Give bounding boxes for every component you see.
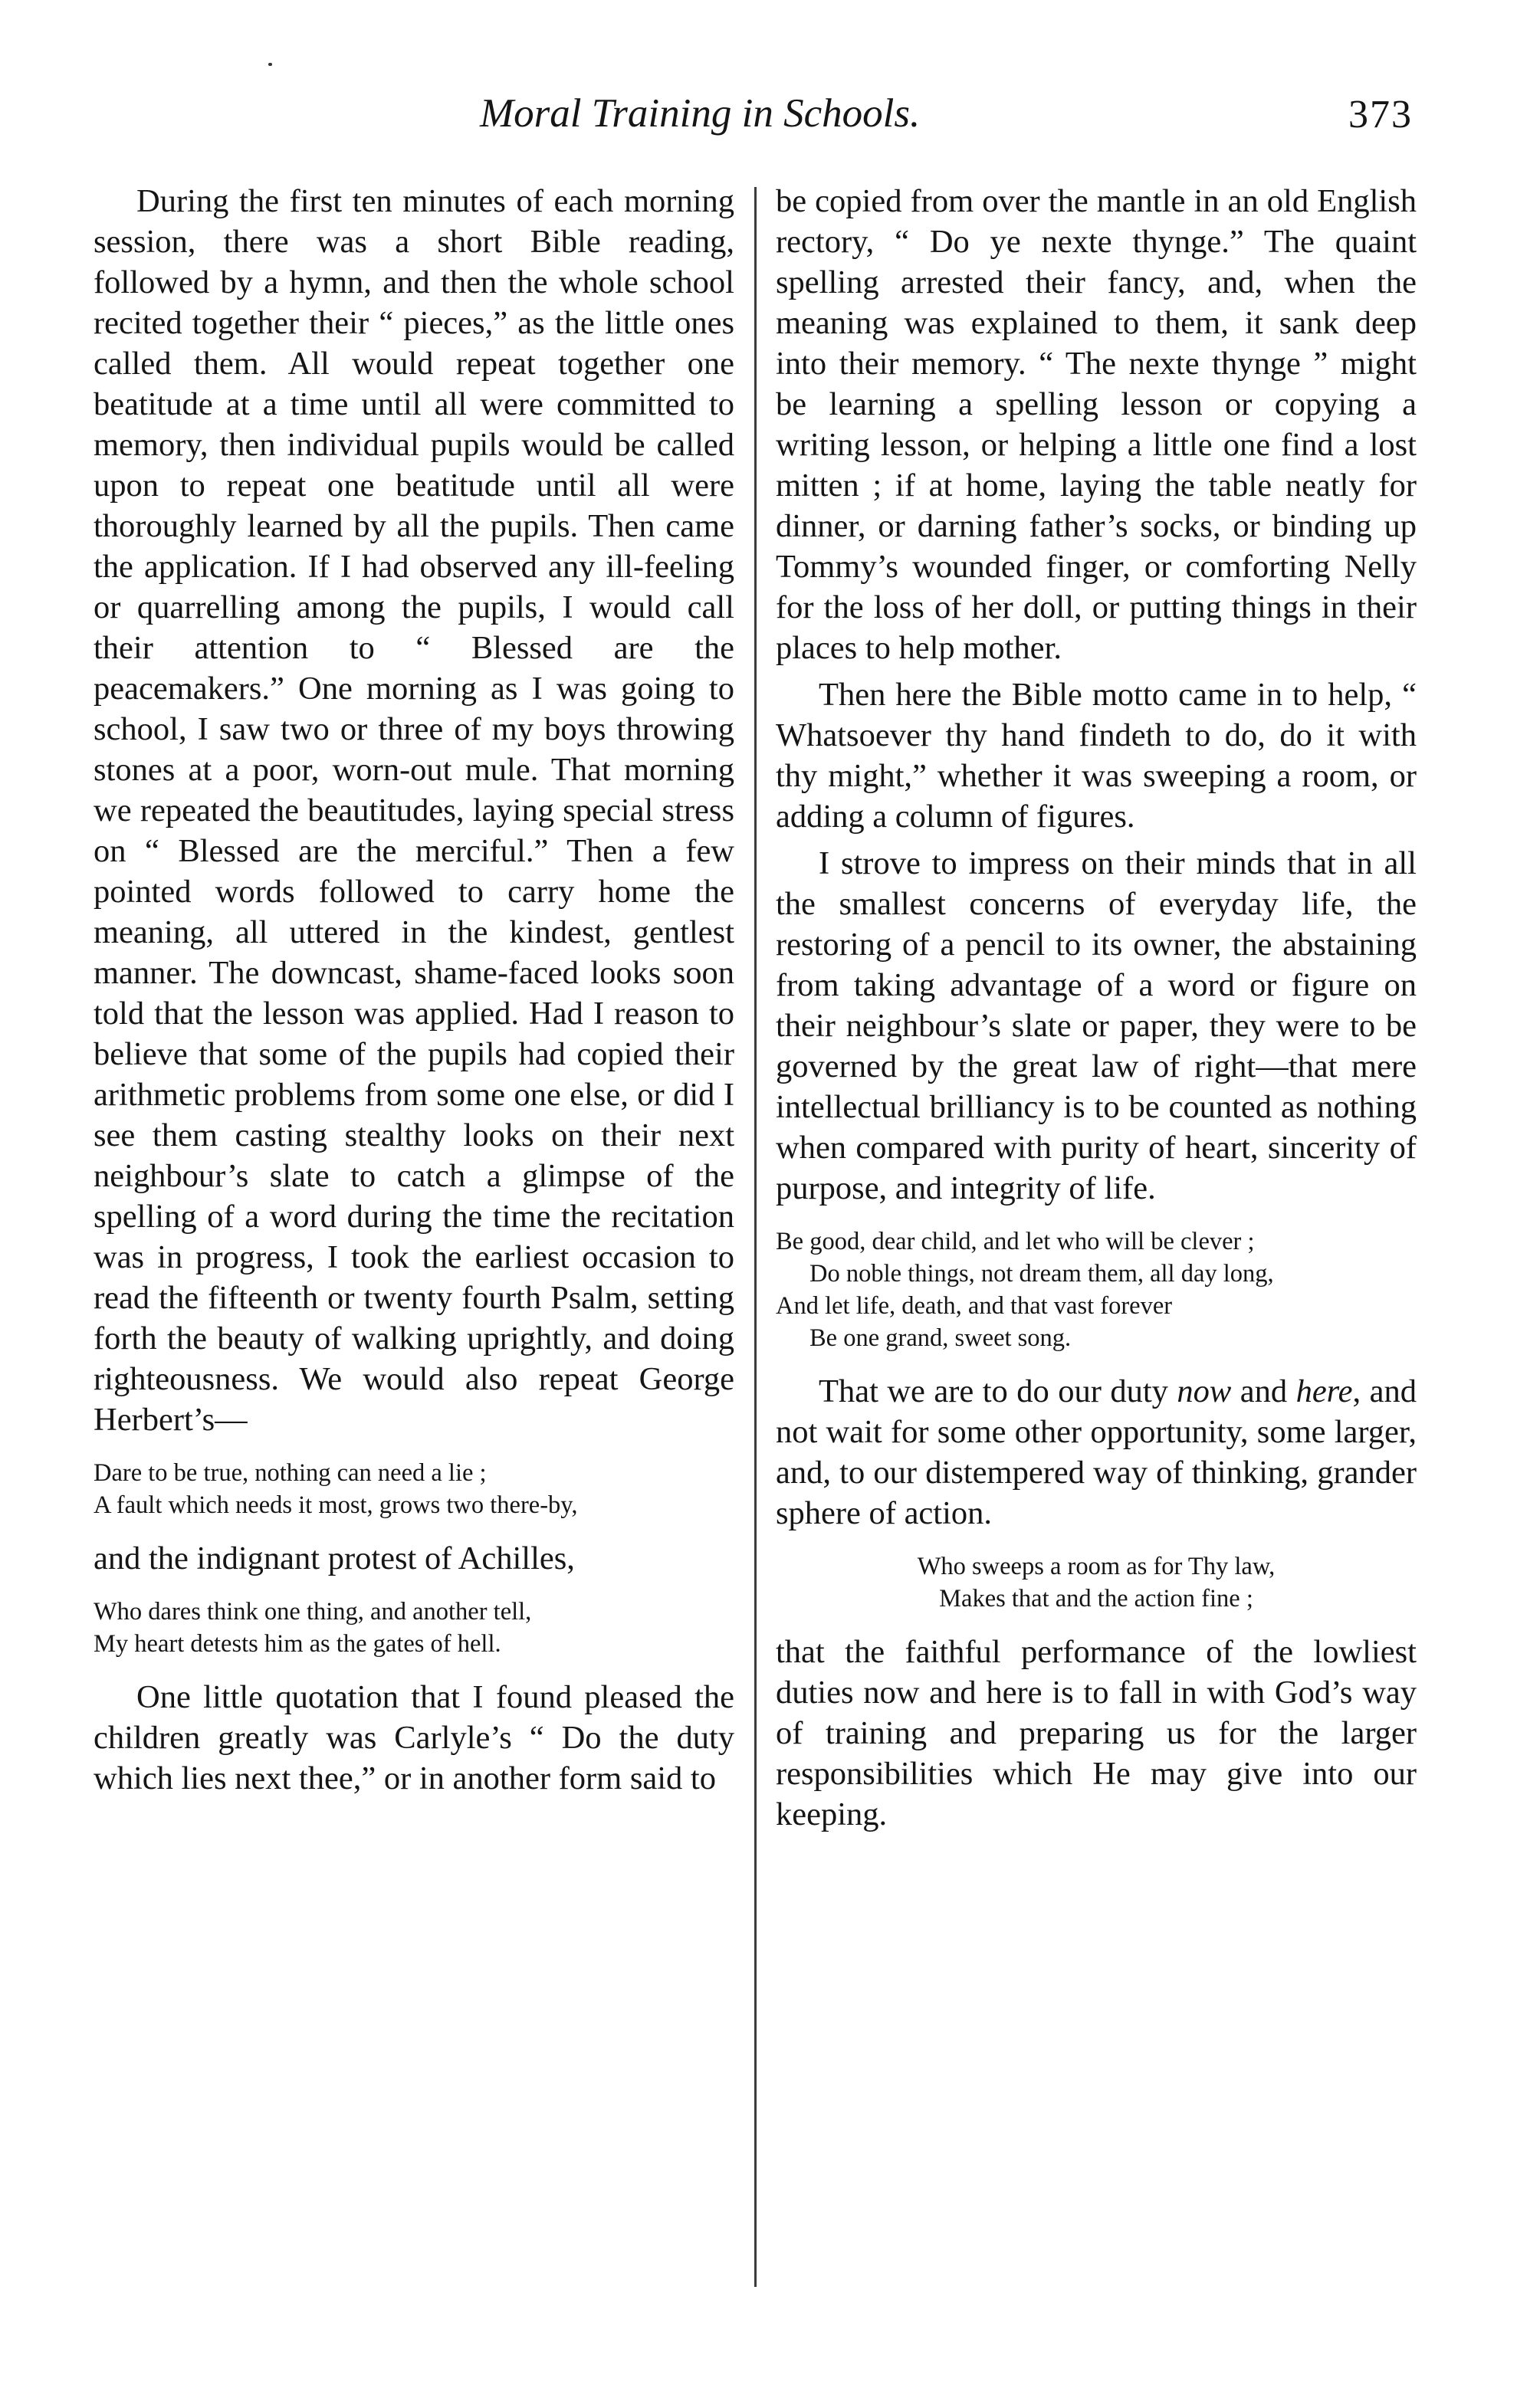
text-run: and	[1231, 1373, 1296, 1409]
verse-quotation	[94, 1596, 734, 1660]
paragraph: During the first ten minutes of each morning session, there was a short Bible reading, followed by a hymn, and then the whole school recited together their “ pieces,” as the little ones called them. All would repeat together one beatitude at a time until all were committed to memory, then individual pupils would be called upon to repeat one beatitude until all were thoroughly learned by all the pupils. Then came the application. If I had observed any ill-feeling or quarrelling among the pupils, I would call their attention to “ Blessed are the peacemakers.” One morning as I was going to school, I saw two or three of my boys throwing stones at a poor, worn-out mule. That morning we repeated the beautitudes, laying special stress on “ Blessed are the merciful.” Then a few pointed words followed to carry home the meaning, all uttered in the kindest, gentlest manner. The downcast, shame-faced looks soon told that the lesson was applied. Had I reason to believe that some of the pupils had copied their arithmetic problems from some one else, or did I see them casting stealthy looks on their next neighbour’s slate to catch a glimpse of the spelling of a word during the time the recitation was in progress, I took the earliest occasion to read the fifteenth or twenty fourth Psalm, setting forth the beauty of walking uprightly, and doing righteousness. We would also repeat George Herbert’s—	[94, 183, 734, 1438]
paragraph: One little quotation that I found pleased the children greatly was Carlyle’s “ Do the duty which lies next thee,” or in another form said to	[94, 1679, 734, 1796]
paragraph: Then here the Bible motto came in to help, “ Whatsoever thy hand findeth to do, do it with thy might,” whether it was sweeping a room, or adding a column of figures.	[776, 677, 1417, 835]
text-run: , and not wait for some other opportunity, some larger, and, to our distempered way of thinking, grander sphere of action.	[776, 1373, 1417, 1531]
verse-line: Who sweeps a room as for Thy law,	[917, 1553, 1276, 1580]
verse-line: Be good, dear child, and let who will be clever ;	[776, 1228, 1255, 1255]
verse-line: A fault which needs it most, grows two there-by,	[94, 1491, 578, 1519]
verse-line: Do noble things, not dream them, all day long,	[809, 1260, 1274, 1288]
verse-quotation	[776, 1225, 1417, 1354]
paragraph: and the indignant protest of Achilles,	[94, 1540, 575, 1576]
paragraph: be copied from over the mantle in an old English rectory, “ Do ye nexte thynge.” The quaint spelling arrested their fancy, and, when the meaning was explained to them, it sank deep into their memory. “ The nexte thynge ” might be learning a spelling lesson or copying a writing lesson, or helping a little one find a lost mitten ; if at home, laying the table neatly for dinner, or darning father’s socks, or binding up Tommy’s wounded finger, or comforting Nelly for the loss of her doll, or putting things in their places to help mother.	[776, 183, 1417, 666]
verse-line: Dare to be true, nothing can need a lie ;	[94, 1459, 487, 1487]
verse-line: And let life, death, and that vast forever	[776, 1292, 1173, 1320]
verse-quotation	[776, 1550, 1417, 1615]
verse-quotation	[94, 1457, 734, 1521]
text-run: That we are to do our duty	[819, 1373, 1177, 1409]
right-column	[776, 181, 1417, 1835]
page-number: 373	[1348, 93, 1413, 136]
left-column	[94, 181, 734, 1799]
verse-line: My heart detests him as the gates of hell.	[94, 1630, 501, 1658]
verse-line: Be one grand, sweet song.	[809, 1324, 1072, 1352]
verse-line: Who dares think one thing, and another tell,	[94, 1598, 532, 1626]
paragraph: that the faithful performance of the lowliest duties now and here is to fall in with God’s way of training and preparing us for the larger responsibilities which He may give into our keeping.	[776, 1634, 1417, 1832]
emphasis-here: here	[1295, 1373, 1353, 1409]
emphasis-now: now	[1177, 1373, 1232, 1409]
column-rule	[754, 187, 757, 2287]
running-title: Moral Training in Schools.	[480, 91, 921, 136]
paragraph	[776, 1371, 1417, 1534]
paragraph: I strove to impress on their minds that in all the smallest concerns of everyday life, the restoring of a pencil to its owner, the abstaining from taking advantage of a word or figure on their neighbour’s slate or paper, they were to be governed by the great law of right—that mere intellectual brilliancy is to be counted as nothing when compared with purity of heart, sincerity of purpose, and integrity of life.	[776, 845, 1417, 1206]
verse-line: Makes that and the action fine ;	[939, 1585, 1253, 1612]
print-speck	[268, 63, 272, 66]
